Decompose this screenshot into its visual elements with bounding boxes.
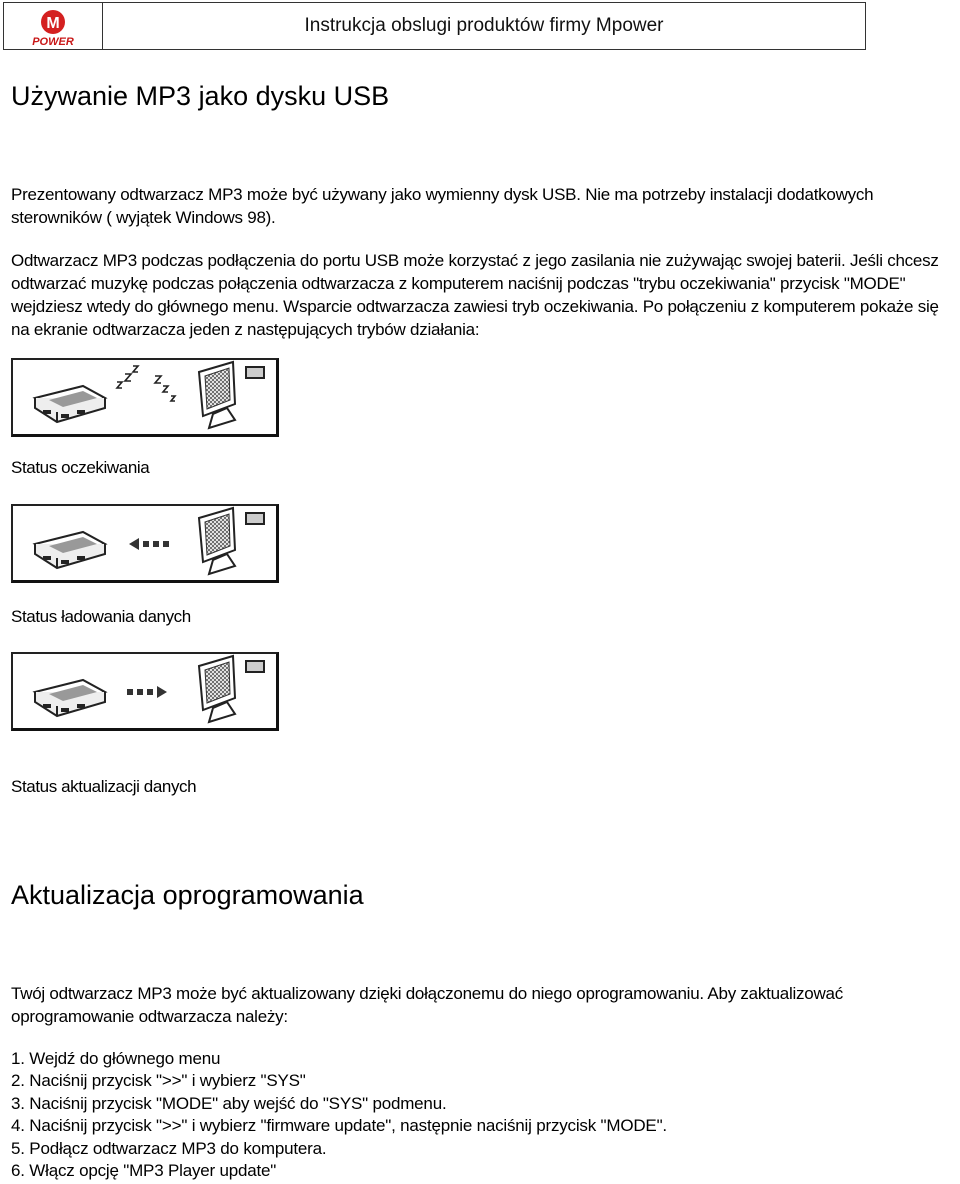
mp3-player-icon [35,386,105,422]
mp3-player-icon [35,680,105,716]
caption-updating: Status aktualizacji danych [11,777,197,796]
page-header [3,2,866,50]
computer-monitor-icon [199,362,264,428]
paragraph-intro: Prezentowany odtwarzacz MP3 może być używany jako wymienny dysk USB. Nie ma potrzeby instalacji dodatkowych sterowników ( wyjątek Windows 98). [11,185,874,227]
svg-text:M: M [46,15,60,32]
mpower-logo [4,3,103,49]
figure-loading [11,504,279,583]
document-title: Instrukcja obslugi produktów firmy Mpower [304,15,664,36]
computer-monitor-icon [199,508,264,574]
list-item: 2. Naciśnij przycisk ">>" i wybierz "SYS" [11,1071,306,1091]
section-heading-firmware: Aktualizacja oprogramowania [11,880,364,910]
sleep-zzz-icon [117,366,175,401]
arrow-left-icon [129,538,169,550]
list-item: 5. Podłącz odtwarzacz MP3 do komputera. [11,1138,327,1158]
section-heading-usb: Używanie MP3 jako dysku USB [11,81,390,111]
caption-loading: Status ładowania danych [11,607,191,626]
paragraph-usb-power: Odtwarzacz MP3 podczas podłączenia do portu USB może korzystać z jego zasilania nie zużywając swojej baterii. Jeśli chcesz odtwarzać muzykę podczas połączenia odtwarzacza z komputerem naciśnij podczas "trybu oczekiwania" przycisk "MODE" wejdziesz wtedy do głównego menu. Wsparcie odtwarzacza zawiesi tryb oczekiwania. Po połączeniu z komputerem pokaże się na ekranie odtwarzacza jeden z następujących trybów działania: [11,251,939,339]
computer-monitor-icon [199,656,264,722]
caption-standby: Status oczekiwania [11,458,150,477]
mp3-player-icon [35,532,105,568]
list-item: 6. Włącz opcję "MP3 Player update" [11,1161,277,1181]
figure-standby [11,358,279,437]
figure-updating [11,652,279,731]
list-item: 4. Naciśnij przycisk ">>" i wybierz "firmware update", następnie naciśnij przycisk "MODE". [11,1116,667,1136]
arrow-right-icon [127,686,167,698]
firmware-steps-list [11,1048,667,1182]
list-item: 3. Naciśnij przycisk "MODE" aby wejść do "SYS" podmenu. [11,1093,447,1113]
svg-text:POWER: POWER [32,36,74,48]
paragraph-firmware: Twój odtwarzacz MP3 może być aktualizowany dzięki dołączonemu do niego oprogramowaniu. Aby zaktualizować oprogramowanie odtwarzacza należy: [11,984,843,1026]
list-item: 1. Wejdź do głównego menu [11,1049,221,1068]
